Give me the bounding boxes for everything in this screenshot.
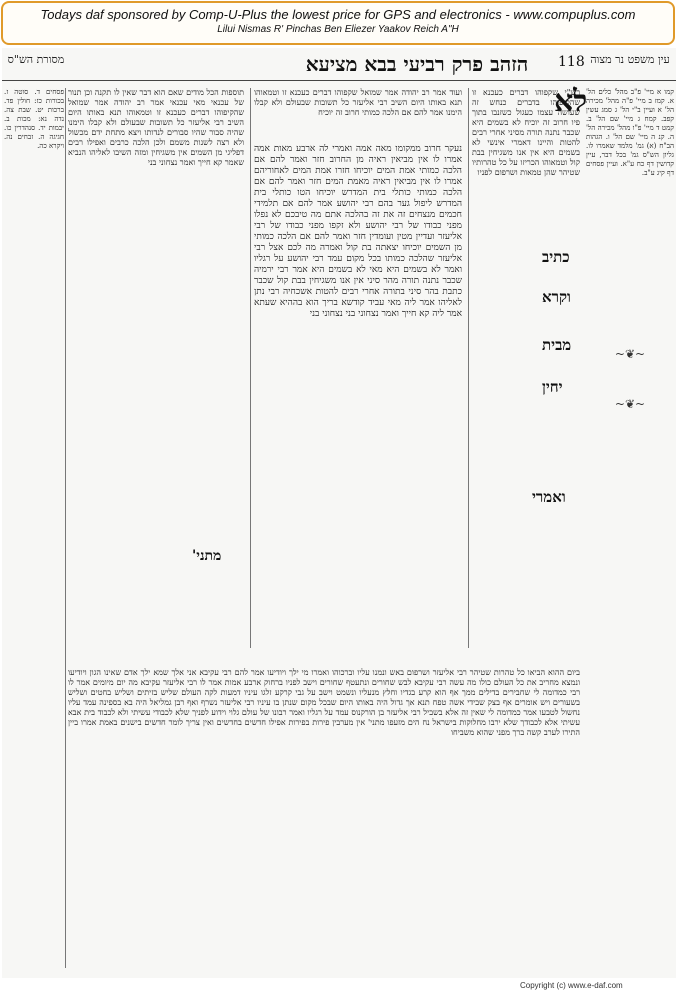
keyword-matni: מתני': [192, 548, 222, 564]
keyword-vekara: וקרא: [542, 288, 571, 306]
keyword-mevit: מבית: [542, 336, 572, 354]
talmud-page: [2, 48, 676, 978]
ein-mishpat-margin: קמו א מיי' פ"ב מהל' כלים הל' א. קמז ב מיי' פ"ה מהל' מכירה הל' א ועיין ב"י הל' ג סמג עשין קפב. קמח ג מיי' שם הל' ב. קמט ד מיי' פ"ו מהל' מכירה הל' ה. קנ ה מיי' שם הל' ו. הגהות הב"ח (א) גמ' מלמד שאמרו לו. גליון הש"ס גמ' בכל דבר, עיין קדושין דף כח ע"א. ועיין פסחים דף קיג ע"ב.: [586, 88, 674, 177]
column-divider: [468, 88, 469, 648]
keyword-kativ: כתיב: [542, 248, 570, 266]
page-number: 118: [558, 54, 585, 70]
sponsor-line: Todays daf sponsored by Comp-U-Plus the lowest price for GPS and electronics - www.compuplus.com: [40, 7, 636, 22]
ornament-divider-icon: ~❦~: [614, 397, 646, 411]
sponsor-banner: [1, 1, 675, 45]
ein-mishpat-header: עין משפט נר מצוה: [590, 53, 670, 66]
page-header: [2, 52, 676, 81]
mesoret-hashas-margin: פסחים ד. סוטה ז. בכורות כז: חולין פד. ברכות יט. שבת צה. נדה נא: מכות ב. יבמות יד. סנהדרין כו. חגיגה ה. זבחים נה. ויקרא כה.: [4, 88, 64, 150]
rashi-commentary: רש"י שקפוהו דברים כעכנא זו שהקיפוהו בדברים כנחש זה שעושה עצמו כעגול כשזנבו בתוך פיו חרוב זה יוכיח לא בשמים היא שכבר נתנה תורה מסיני אחרי רבים להטות והיינו דאמרי אינשי לא בשמים היא אין אנו משגיחין בבת קול וטמאוהו הכריזו על כל טהרותיו שטיהר שהן טמאות ושרפום לפניו: [472, 88, 580, 177]
gemara-text-top: ועוד אמר רב יהודה אמר שמואל שקפוהו דברים כעכנא זו וטמאוהו תנא באותו היום השיב רבי אליעזר כל תשובות שבעולם ולא קבלו הימנו אמר להם אם הלכה כמותי חרוב זה יוכיח: [254, 88, 462, 117]
mesoret-hashas-header: מסורת הש"ס: [7, 53, 65, 66]
column-divider: [65, 88, 66, 968]
page-title: הזהב פרק רביעי בבא מציעא: [305, 52, 529, 76]
dedication-line: Lilui Nismas R' Pinchas Ben Eliezer Yaakov Reich A"H: [217, 24, 459, 35]
keyword-la: לא: [554, 84, 588, 119]
gemara-continuation: ביום ההוא הביאו כל טהרות שטיהר רבי אליעזר ושרפום באש ונמנו עליו וברכוהו ואמרו מי ילך ויודיעו אמר להם רבי עקיבא אני אלך שמא ילך אדם שאינו הגון ויודיעו ונמצא מחריב את כל העולם כולו מה עשה רבי עקיבא לבש שחורים ונתעטף שחורים וישב לפניו ברחוק ארבע אמות אמר לו רבי אליעזר עקיבא מה יום מיומים אמר לו רבי כמדומה לי שחבירים בדילים ממך אף הוא קרע בגדיו וחלץ מנעליו ונשמט וישב על גבי קרקע זלגו עיניו דמעות לקה העולם שליש בזיתים ושליש בחטים ושליש בשעורים ויש אומרים אף בצק שבידי אשה טפח תנא אך גדול היה באותו היום שבכל מקום שנתן בו עיניו רבי אליעזר נשרף ואף רבן גמליאל היה בא בספינה עמד עליו נחשול לטבעו אמר כמדומה לי שאין זה אלא בשביל רבי אליעזר בן הורקנוס עמד על רגליו ואמר רבונו של עולם גלוי וידוע לפניך שלא לכבודי עשיתי ולא לכבוד בית אבא עשיתי אלא לכבודך שלא ירבו מחלוקות בישראל נח הים מזעפו מתני' אין מערבין פירות בפירות אפילו חדשים בחדשים ואין צריך לומר חדשים בישנים באמת אמרו ביין התירו לערב קשה ברך מפני שהוא משביחו: [68, 668, 580, 737]
keyword-veamri: ואמרי: [532, 488, 566, 506]
copyright-notice: Copyright (c) www.e-daf.com: [520, 981, 623, 990]
gemara-text: נעקר חרוב ממקומו מאה אמה ואמרי לה ארבע מאות אמה אמרו לו אין מביאין ראיה מן החרוב חזר ואמר להם אם הלכה כמותי אמת המים יוכיחו חזרו אמת המים לאחוריהם אמרו לו אין מביאין ראיה מאמת המים חזר ואמר להם אם הלכה כמותי כותלי בית המדרש יוכיחו הטו כותלי בית המדרש ליפול גער בהם רבי יהושע אמר להם אם תלמידי חכמים מנצחים זה את זה בהלכה אתם מה טיבכם לא נפלו מפני כבודו של רבי יהושע ולא זקפו מפני כבודו של רבי אליעזר ועדיין מטין ועומדין חזר ואמר להם אם הלכה כמותי מן השמים יוכיחו יצאתה בת קול ואמרה מה לכם אצל רבי אליעזר שהלכה כמותו בכל מקום עמד רבי יהושע על רגליו ואמר לא בשמים היא מאי לא בשמים היא אמר רבי ירמיה שכבר נתנה תורה מהר סיני אין אנו משגיחין בבת קול שכבר כתבת בהר סיני בתורה אחרי רבים להטות אשכחיה רבי נתן לאליהו אמר ליה מאי עביד קודשא בריך הוא בההיא שעתא אמר ליה קא חייך ואמר נצחוני בני נצחוני בני: [254, 144, 462, 319]
keyword-yachin: יחין: [542, 378, 563, 396]
tosafot-commentary: תוספות הכל מודים שאם הוא דבר שאין לו תקנה וכן תנור של עכנאי מאי עכנאי אמר רב יהודה אמר שמואל שהקיפוהו דברים כעכנא זו וטמאוהו תנא באותו היום השיב רבי אליעזר כל תשובות שבעולם ולא קבלו הימנו שהיה סבור שהיו סבורים לנדותו ויצא מתחת ידם מכשול ולא רצה לשנות משמם ולכן הלכה כרבים ואפילו רבים דפליגי מן השמים אין משגיחין ומזה השיבו לאליהו הנביא שאמר קא חייך ואמר נצחוני בני: [68, 88, 244, 167]
ornament-divider-icon: ~❦~: [614, 347, 646, 361]
column-divider: [250, 88, 251, 648]
